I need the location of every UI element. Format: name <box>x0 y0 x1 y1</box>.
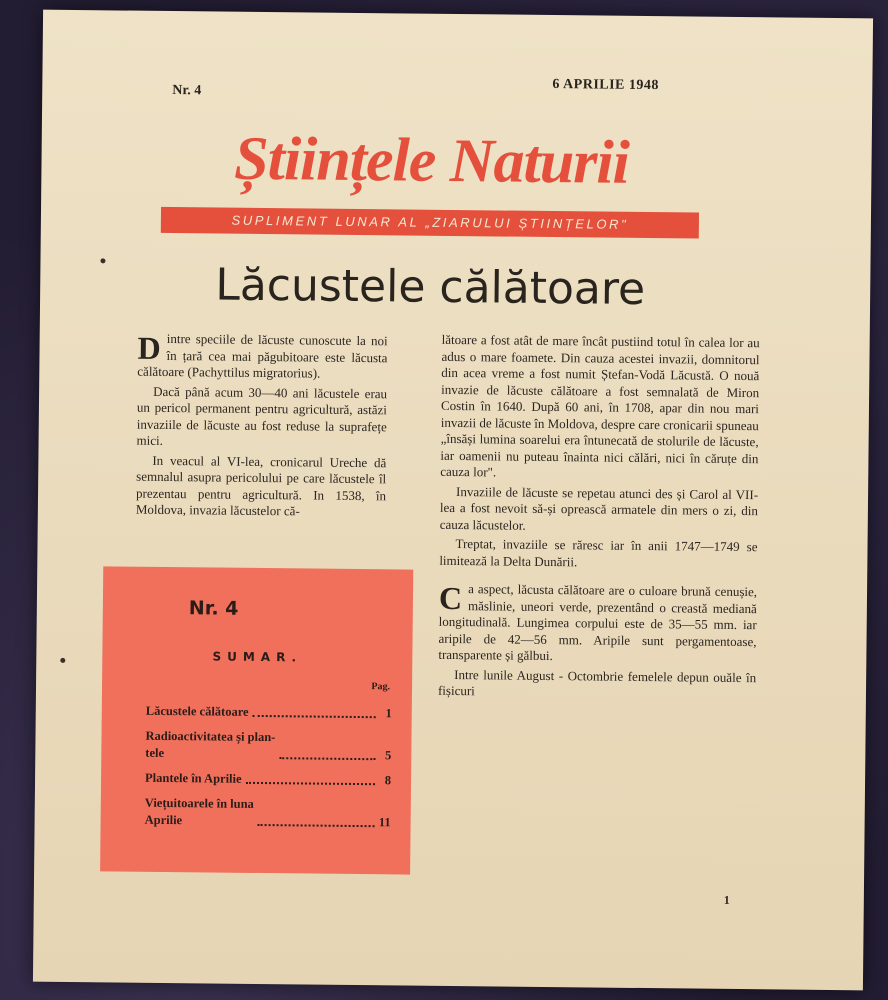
drop-cap: C <box>438 579 463 617</box>
page-mark <box>100 258 105 263</box>
masthead-title: Științele Naturii <box>233 124 630 197</box>
toc-item <box>145 770 391 790</box>
toc-item-page: 8 <box>384 773 392 788</box>
toc-item-title: Radioactivitatea și plan- tele <box>145 728 276 760</box>
summary-page-label: Pag. <box>371 681 391 693</box>
toc-item <box>146 703 392 723</box>
article-paragraph: Intre lunile August - Octombrie femelele depun ouăle în fișicuri <box>437 666 757 699</box>
toc-item <box>145 728 391 765</box>
page-number: 1 <box>723 892 730 907</box>
toc-leader-dots <box>279 757 375 760</box>
article-headline: Lăcustele călătoare <box>215 259 646 315</box>
toc-item-title: Viețuitoarele în luna Aprilie <box>144 795 254 828</box>
toc-item-title: Lăcustele călătoare <box>145 703 249 719</box>
toc-leader-dots <box>246 782 375 785</box>
article-paragraph: Treptat, invaziile se răresc iar în anii 1747—1749 se limitează la Delta Dunării. <box>439 536 758 569</box>
article-paragraph <box>438 581 757 667</box>
table-of-contents <box>144 703 391 840</box>
issue-date: 6 APRILIE 1948 <box>552 77 660 94</box>
article-paragraph: In veacul al VI-lea, cronicarul Ureche dă semnalul asupra pericolului pe care lăcustele îl prezentau pentru agricultură. In 1538, în Moldova, invazia lăcustelor că- <box>135 452 387 519</box>
magazine-page <box>33 10 873 991</box>
drop-cap: D <box>137 329 161 366</box>
summary-issue-number: Nr. 4 <box>188 597 239 620</box>
paragraph-text: intre speciile de lăcuste cunoscute la noi în țară cea mai păgubitoare este lăcusta călătoare (Pachyttilus migratorius). <box>137 330 388 381</box>
article-paragraph: Invaziile de lăcuste se repetau atunci des și Carol al VII-lea a fost nevoit să-și oprească armatele din mers o zi, din cauza lăcustelor. <box>439 483 759 533</box>
article-paragraph: Dacă până acum 30—40 ani lăcustele erau un pericol permanent pentru agricultură, astăzi invaziile de lăcuste au fost reduse la suprafețe mici. <box>136 383 388 448</box>
toc-item-title: Plantele în Aprilie <box>145 770 242 786</box>
toc-item-page: 1 <box>385 706 392 721</box>
page-mark <box>60 658 65 663</box>
issue-number: Nr. 4 <box>172 83 202 99</box>
toc-item <box>145 795 391 832</box>
summary-heading: SUMAR. <box>212 649 303 665</box>
paragraph-text: a aspect, lăcusta călătoare are o culoare brună cenușie, măslinie, uneori verde, prezentând o creastă mediană longitudinală. Lungimea corpului este de 35—55 mm. iar aripile de 42—56 mm. Aripile sunt pergamentoase, transparente și gălbui. <box>438 581 758 664</box>
toc-leader-dots <box>258 824 375 827</box>
summary-box <box>100 566 413 874</box>
article-paragraph: lătoare a fost atât de mare încât pustiind totul în calea lor au adus o mare foamete. Din cauza acestei invazii, domnitorul din acea vreme a fost numit Ștefan-Vodă Lăcustă. O nouă invazie de lăcuste călătoare a fost semnalată de Miron Costin în 1640. După 60 ani, în 1708, apar din nou mari invazii de lăcuste în Moldova, despre care cronicarii spuneau „însăși lumina soarelui era întunecată de stolurile de lăcuste, iar oamenii nu puteau înainta nici călări, nici în căruțe din cauza lor". <box>440 331 760 480</box>
toc-item-page: 11 <box>378 815 391 830</box>
article-left-column <box>136 331 388 524</box>
masthead-subtitle-banner: SUPLIMENT LUNAR AL „ZIARULUI ȘTIINȚELOR" <box>161 207 699 239</box>
article-right-column <box>438 332 760 706</box>
toc-item-page: 5 <box>384 748 392 763</box>
toc-leader-dots <box>253 715 376 718</box>
article-paragraph <box>137 331 388 383</box>
